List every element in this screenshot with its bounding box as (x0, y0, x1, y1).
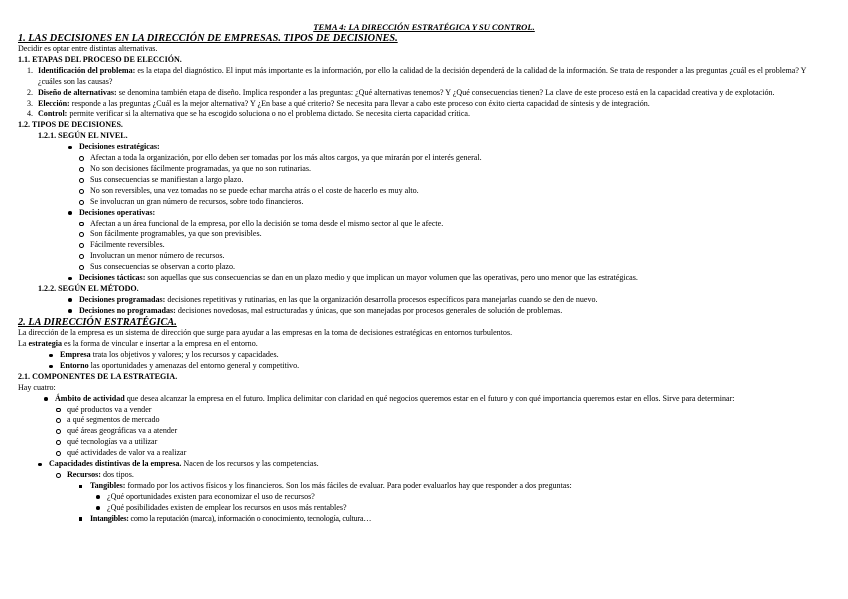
sub-bullet-text: Se involucran un gran número de recursos, sobre todo financieros. (90, 196, 304, 206)
sub-bullet-text: qué tecnologías va a utilizar (67, 437, 158, 447)
bullet-item (18, 459, 830, 470)
bullet-item (18, 361, 830, 372)
sub-bullet-text: No son reversibles, una vez tomadas no se puede echar marcha atrás o el coste de hacerlo es muy alto. (90, 185, 419, 195)
sub-bullet-text: qué áreas geográficas va a atender (67, 426, 178, 436)
sub-bullet-text: Fácilmente reversibles. (90, 240, 165, 250)
sub-bullet-item (18, 153, 830, 164)
bullet-text: trata los objetivos y valores; y los recursos y capacidades. (90, 349, 279, 359)
document-page (18, 22, 830, 524)
section-1-2-heading: 1.2. TIPOS DE DECISIONES. (18, 120, 123, 130)
list-number: 3. (26, 98, 33, 108)
bullet-circle-icon (79, 178, 84, 183)
section-2-paragraph (18, 339, 830, 350)
sub-bullet-item (18, 175, 830, 186)
paragraph-text: La (18, 339, 29, 349)
level-4-bullet-item (18, 492, 830, 503)
bullet-item (18, 142, 830, 153)
bullet-text: las oportunidades y amenazas del entorno general y competitivo. (88, 360, 300, 370)
sub-bullet-text: a qué segmentos de mercado (67, 415, 160, 425)
list-number: 4. (26, 109, 33, 119)
bullet-circle-icon (79, 232, 84, 237)
sub-bullet-item (18, 229, 830, 240)
level-4-bullet-text: ¿Qué oportunidades existen para economizar el uso de recursos? (107, 491, 315, 501)
sub-sub-bullet-label: Intangibles: (90, 513, 129, 523)
sub-bullet-text: Sus consecuencias se manifiestan a largo plazo. (90, 174, 244, 184)
sub-bullet-text: No son decisiones fácilmente programadas, ya que no son rutinarias. (90, 163, 312, 173)
sub-sub-bullet-label: Tangibles: (90, 480, 126, 490)
paragraph-text: es la forma de vincular e insertar a la empresa en el entorno. (62, 339, 258, 349)
bullet-text: que desea alcanzar la empresa en el futuro. Implica delimitar con claridad en qué negocios queremos estar en el futuro y con qué importancia queremos estar en ellos. Sirve para determinar: (124, 393, 735, 403)
bullet-label: Decisiones programadas: (79, 294, 166, 304)
bullet-label: Ámbito de actividad (55, 393, 125, 403)
bullet-label: Decisiones tácticas: (79, 273, 146, 283)
bullet-dot-icon (68, 309, 72, 313)
bullet-text: decisiones novedosas, mal estructuradas y únicas, que son manejadas por procesos generales de solución de problemas. (175, 305, 563, 315)
sub-sub-bullet-item (18, 481, 830, 492)
paragraph-bold: estrategia (28, 339, 63, 349)
bullet-circle-icon (56, 418, 61, 423)
list-item (18, 109, 830, 120)
list-item (18, 66, 830, 88)
bullet-label: Decisiones no programadas: (79, 305, 176, 315)
list-item-text: es la etapa del diagnóstico. El input más importante es la información, por ello la calidad de la decisión dependerá de la calidad de la información. Se trata de responder a las preguntas ¿cuál es el problema? Y ¿cuáles son las causas? (38, 65, 807, 86)
sub-bullet-item (18, 197, 830, 208)
bullet-label: Decisiones operativas: (79, 207, 156, 217)
bullet-circle-icon (56, 429, 61, 434)
bullet-circle-icon (79, 167, 84, 172)
list-item-label: Elección: (38, 98, 70, 108)
bullet-circle-icon (79, 265, 84, 270)
bullet-circle-icon (79, 254, 84, 259)
sub-bullet-text: qué actividades de valor va a realizar (67, 448, 187, 458)
list-number: 2. (26, 87, 33, 97)
sub-bullet-item (18, 415, 830, 426)
bullet-dot-icon (68, 298, 72, 302)
bullet-label: Decisiones estratégicas: (79, 142, 160, 152)
bullet-square-icon (79, 517, 82, 520)
bullet-label: Capacidades distintivas de la empresa. (49, 459, 182, 469)
sub-bullet-item (18, 437, 830, 448)
list-item-label: Identificación del problema: (38, 65, 136, 75)
bullet-dot-icon (68, 146, 72, 150)
sub-bullet-item (18, 240, 830, 251)
bullet-circle-icon (56, 408, 61, 413)
bullet-dot-icon (96, 506, 100, 510)
sub-bullet-item (18, 405, 830, 416)
bullet-item (18, 350, 830, 361)
sub-sub-bullet-text: formado por los activos físicos y los financieros. Son los más fáciles de evaluar. Para poder evaluarlos hay que responder a dos preguntas: (125, 480, 572, 490)
bullet-circle-icon (79, 243, 84, 248)
bullet-dot-icon (44, 397, 48, 401)
section-1-intro: Decidir es optar entre distintas alternativas. (18, 44, 158, 53)
section-1-2-2-heading: 1.2.2. SEGÚN EL MÉTODO. (38, 283, 139, 293)
sub-bullet-text: Involucran un menor número de recursos. (90, 251, 225, 261)
sub-bullet-item (18, 186, 830, 197)
sub-bullet-item (18, 251, 830, 262)
sub-bullet-text: qué productos va a vender (67, 404, 152, 414)
sub-sub-bullet-item (18, 514, 830, 525)
sub-bullet-text: Son fácilmente programables, ya que son previsibles. (90, 229, 262, 239)
level-4-bullet-item (18, 503, 830, 514)
sub-bullet-text: Afectan a un área funcional de la empresa, por ello la decisión se toma desde el mismo sector al que le afecte. (90, 218, 444, 228)
sub-sub-bullet-text: como la reputación (marca), información o conocimiento, tecnología, cultura… (128, 513, 372, 523)
bullet-text: Nacen de los recursos y las competencias. (181, 459, 319, 469)
sub-bullet-item (18, 470, 830, 481)
bullet-text: decisiones repetitivas y rutinarias, en las que la organización desarrolla procesos específicos para manejarlas cuando se den de nuevo. (165, 294, 598, 304)
bullet-circle-icon (79, 222, 84, 227)
bullet-label: Entorno (60, 360, 89, 370)
section-2-heading: 2. LA DIRECCIÓN ESTRATÉGICA. (18, 316, 177, 328)
section-1-2-1-heading: 1.2.1. SEGÚN EL NIVEL. (38, 131, 128, 141)
bullet-item (18, 394, 830, 405)
section-1-1-heading: 1.1. ETAPAS DEL PROCESO DE ELECCIÓN. (18, 54, 182, 64)
document-title: TEMA 4: LA DIRECCIÓN ESTRATÉGICA Y SU CONTROL. (313, 22, 535, 32)
bullet-dot-icon (38, 463, 42, 467)
list-number: 1. (26, 65, 33, 75)
bullet-dot-icon (96, 495, 100, 499)
bullet-circle-icon (56, 473, 61, 478)
sub-bullet-item (18, 219, 830, 230)
bullet-circle-icon (79, 189, 84, 194)
bullet-item (18, 295, 830, 306)
list-item-label: Diseño de alternativas: (38, 87, 117, 97)
list-item (18, 99, 830, 110)
list-item-text: responde a las preguntas ¿Cuál es la mejor alternativa? Y ¿En base a qué criterio? Se necesita para llevar a cabo este proceso con éxito cierta capacidad de síntesis y de integración. (69, 98, 650, 108)
sub-bullet-item (18, 448, 830, 459)
list-item-text: se denomina también etapa de diseño. Implica responder a las preguntas: ¿Qué alternativas tenemos? Y ¿Qué consecuencias tienen? La clave de este proceso está en la capacidad creativa y de explotación. (116, 87, 775, 97)
section-2-paragraph: La dirección de la empresa es un sistema de dirección que surge para ayudar a las empresas en la toma de decisiones estratégicas en entornos turbulentos. (18, 328, 513, 338)
bullet-dot-icon (68, 211, 72, 215)
bullet-item (18, 208, 830, 219)
bullet-text: son aquellas que sus consecuencias se dan en un plazo medio y que implican un mayor volumen que las operativas, pero uno menor que las estratégicas. (145, 273, 638, 283)
bullet-dot-icon (49, 354, 53, 358)
section-1-heading: 1. LAS DECISIONES EN LA DIRECCIÓN DE EMPRESAS. TIPOS DE DECISIONES. (18, 32, 398, 44)
list-item-text: permite verificar si la alternativa que se ha escogido soluciona o no el problema dictado. Se necesita cierta capacidad crítica. (67, 109, 470, 119)
bullet-dot-icon (49, 365, 53, 369)
sub-bullet-label: Recursos: (67, 469, 101, 479)
bullet-dot-icon (68, 277, 72, 281)
bullet-item (18, 273, 830, 284)
bullet-item (18, 306, 830, 317)
bullet-square-icon (79, 485, 82, 488)
bullet-circle-icon (79, 200, 84, 205)
bullet-circle-icon (79, 156, 84, 161)
sub-bullet-item (18, 164, 830, 175)
section-2-1-intro: Hay cuatro: (18, 382, 56, 392)
sub-bullet-text: Sus consecuencias se observan a corto plazo. (90, 262, 236, 272)
list-item-label: Control: (38, 109, 68, 119)
level-4-bullet-text: ¿Qué posibilidades existen de emplear los recursos en usos más rentables? (107, 502, 347, 512)
list-item (18, 88, 830, 99)
bullet-circle-icon (56, 440, 61, 445)
section-2-1-heading: 2.1. COMPONENTES DE LA ESTRATEGIA. (18, 371, 178, 381)
sub-bullet-text: Afectan a toda la organización, por ello deben ser tomadas por los más altos cargos, ya que mirarán por el interés general. (90, 153, 482, 163)
bullet-label: Empresa (60, 349, 91, 359)
sub-bullet-item (18, 262, 830, 273)
sub-bullet-text: dos tipos. (100, 469, 134, 479)
sub-bullet-item (18, 426, 830, 437)
bullet-circle-icon (56, 451, 61, 456)
